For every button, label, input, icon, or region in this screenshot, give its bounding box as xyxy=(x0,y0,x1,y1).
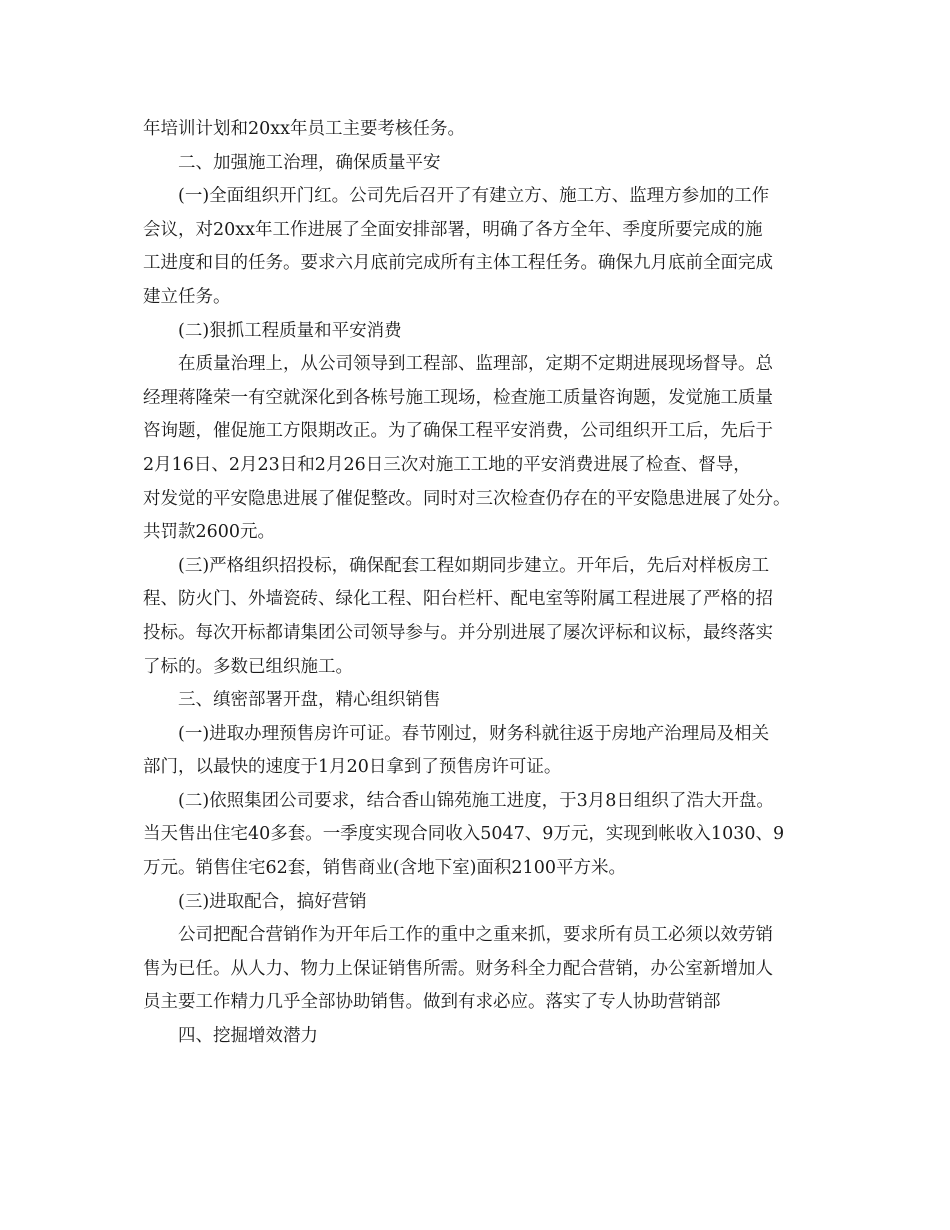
text-line: 当天售出住宅40多套。一季度实现合同收入5047、9万元，实现到帐收入1030、9 xyxy=(143,824,785,845)
text-line: (一)全面组织开门红。公司先后召开了有建立方、施工方、监理方参加的工作 xyxy=(178,186,770,207)
text-line: 工进度和目的任务。要求六月底前完成所有主体工程任务。确保九月底前全面完成 xyxy=(143,253,773,274)
text-line: 万元。销售住宅62套，销售商业(含地下室)面积2100平方米。 xyxy=(143,858,626,879)
text-line: 四、挖掘增效潜力 xyxy=(178,1026,318,1047)
text-line: (二)狠抓工程质量和平安消费 xyxy=(178,320,402,341)
text-line: (三)严格组织招投标，确保配套工程如期同步建立。开年后，先后对样板房工 xyxy=(178,555,770,576)
text-line: 咨询题，催促施工方限期改正。为了确保工程平安消费，公司组织开工后，先后于 xyxy=(143,421,773,442)
text-line: 对发觉的平安隐患进展了催促整改。同时对三次检查仍存在的平安隐患进展了处分。 xyxy=(143,488,791,509)
text-line: 共罚款2600元。 xyxy=(143,522,276,543)
text-line: 2月16日、2月23日和2月26日三次对施工工地的平安消费进展了检查、督导， xyxy=(143,454,751,475)
text-line: (二)依照集团公司要求，结合香山锦苑施工进度，于3月8日组织了浩大开盘。 xyxy=(178,790,774,811)
text-line: 投标。每次开标都请集团公司领导参与。并分别进展了屡次评标和议标，最终落实 xyxy=(143,622,773,643)
text-line: 二、加强施工治理，确保质量平安 xyxy=(178,152,441,173)
text-line: 年培训计划和20xx年员工主要考核任务。 xyxy=(143,119,466,139)
text-line: 公司把配合营销作为开年后工作的重中之重来抓，要求所有员工必须以效劳销 xyxy=(178,925,773,946)
text-line: (三)进取配合，搞好营销 xyxy=(178,891,367,912)
text-line: 程、防火门、外墙瓷砖、绿化工程、阳台栏杆、配电室等附属工程进展了严格的招 xyxy=(143,589,773,610)
text-line: 三、缜密部署开盘，精心组织销售 xyxy=(178,690,441,711)
text-line: 部门，以最快的速度于1月20日拿到了预售房许可证。 xyxy=(143,757,562,778)
text-line: 建立任务。 xyxy=(143,286,231,307)
text-line: 在质量治理上，从公司领导到工程部、监理部，定期不定期进展现场督导。总 xyxy=(178,354,773,375)
document-body xyxy=(143,113,833,1054)
text-line: 员主要工作精力几乎全部协助销售。做到有求必应。落实了专人协助营销部 xyxy=(143,992,721,1013)
text-line: 会议，对20xx年工作进展了全面安排部署，明确了各方全年、季度所要完成的施 xyxy=(143,219,763,240)
text-line: 经理蒋隆荣一有空就深化到各栋号施工现场，检查施工质量咨询题，发觉施工质量 xyxy=(143,387,773,408)
text-line: 售为已任。从人力、物力上保证销售所需。财务科全力配合营销，办公室新增加人 xyxy=(143,958,773,979)
text-line: (一)进取办理预售房许可证。春节刚过，财务科就往返于房地产治理局及相关 xyxy=(178,723,770,744)
text-line: 了标的。多数已组织施工。 xyxy=(143,656,353,677)
